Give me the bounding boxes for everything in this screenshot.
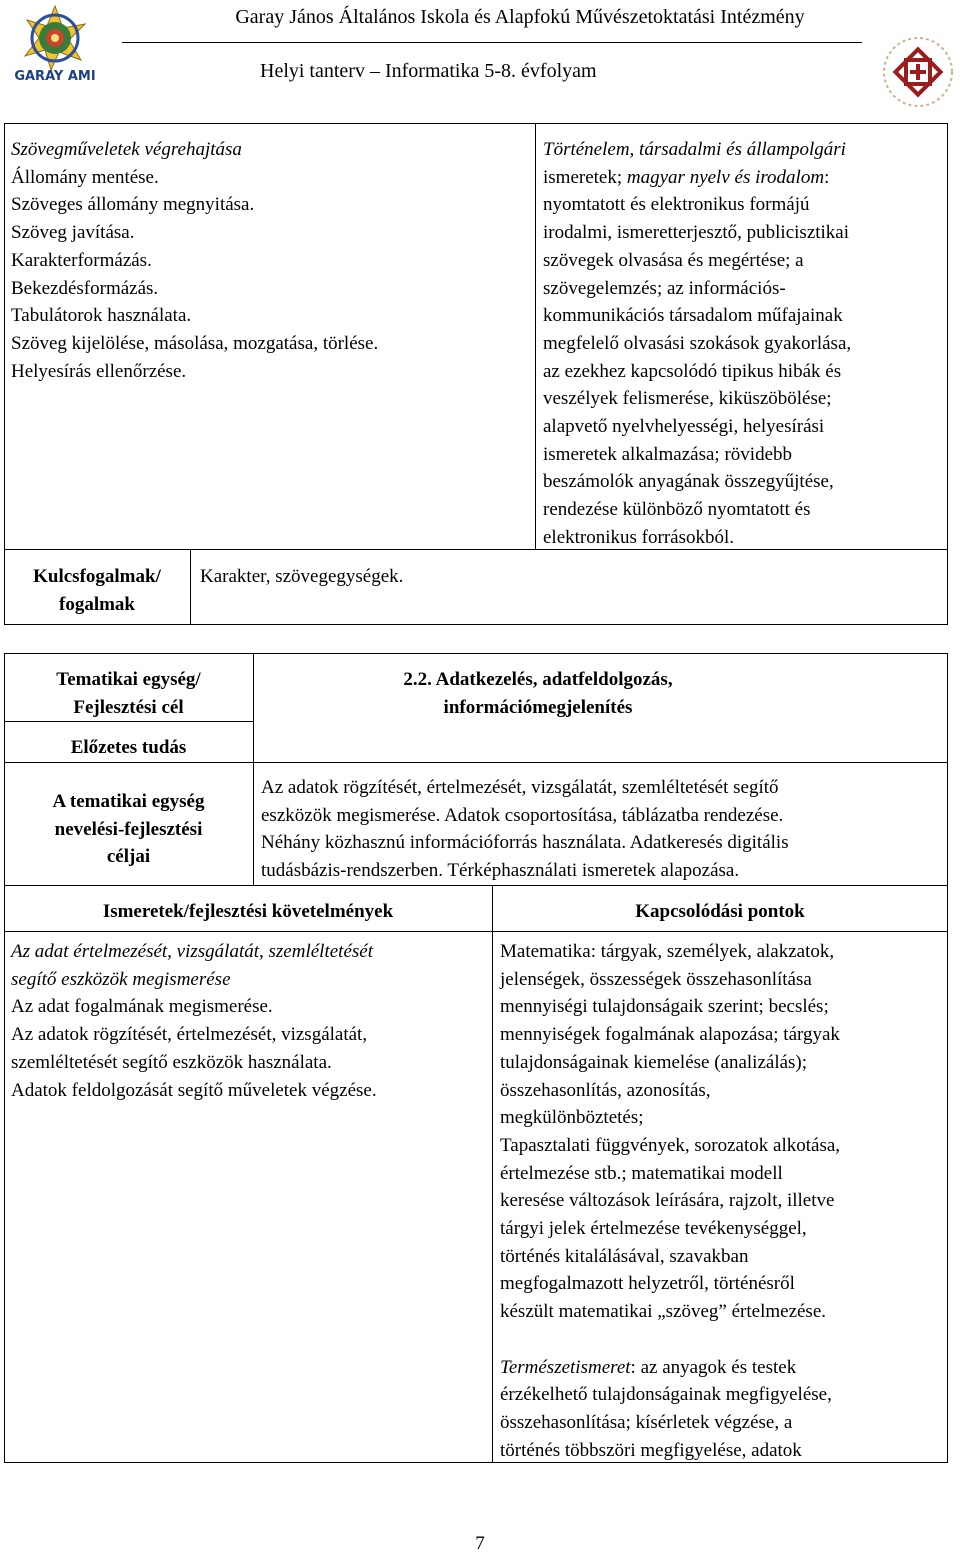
connection-line: szövegelemzés; az információs-: [543, 277, 786, 299]
list-item: Szöveg kijelölése, másolása, mozgatása, törlése.: [11, 332, 379, 354]
connection-line: ismeretek; magyar nyelv és irodalom:: [543, 166, 830, 188]
connection-line: elektronikus forrásokból.: [543, 526, 735, 548]
header-rule: [122, 42, 862, 43]
connection-line: ismeretek alkalmazása; rövidebb: [543, 443, 793, 465]
connection-line: beszámolók anyagának összegyűjtése,: [543, 471, 834, 493]
connection-line: irodalmi, ismeretterjesztő, publicisztikai: [543, 222, 850, 244]
requirements-body: Az adat értelmezését, vizsgálatát, szemléltetését segítő eszközök megismerése Az adat fogalmának megismerése. Az adatok rögzítését, értelmezését, vizsgálatát, szemléltetését segítő eszközök használata. Adatok feldolgozását segítő műveletek végzése.: [11, 941, 377, 1101]
unit-label: Tematikai egység/ Fejlesztési cél: [56, 669, 201, 718]
connection-line: rendezése különböző nyomtatott és: [543, 499, 811, 521]
page-number: 7: [475, 1533, 485, 1554]
connection-line: szövegek olvasása és megértése; a: [543, 249, 804, 271]
key-concepts-label: Kulcsfogalmak/ fogalmak: [33, 566, 161, 615]
list-item: Helyesírás ellenőrzése.: [11, 360, 187, 382]
goals-text: Az adatok rögzítését, értelmezését, vizsgálatát, szemléltetését segítő eszközök megismerése. Adatok csoportosítása, táblázatba rendezése. Néhány közhasznú információforrás használata. Adatkeresés digitális tudásbázis-rendszerben. Térképhasználati ismeretek alapozása.: [261, 777, 789, 882]
unesco-knot-logo: [880, 34, 956, 110]
math-first-line: Matematika: tárgyak, személyek, alakzatok,: [500, 941, 835, 962]
unit-title: 2.2. Adatkezelés, adatfeldolgozás, információmegjelenítés: [403, 669, 673, 718]
connections-column-header: Kapcsolódási pontok: [635, 901, 805, 922]
table-2-row-divider: [4, 931, 948, 932]
math-label: Matematika: [500, 941, 591, 962]
requirements-heading: Szövegműveletek végrehajtása: [11, 139, 242, 160]
goals-label: A tematikai egység nevelési-fejlesztési céljai: [52, 791, 205, 868]
list-item: Karakterformázás.: [11, 249, 152, 271]
key-concepts-value: Karakter, szövegegységek.: [200, 566, 404, 587]
requirements-cell: [11, 136, 378, 385]
table-1-divider: [535, 123, 536, 549]
list-item: Állomány mentése.: [11, 166, 159, 188]
table-2-col-divider: [492, 885, 493, 1463]
table-2-row-divider: [4, 885, 948, 886]
svg-text:GARAY AMI: GARAY AMI: [14, 69, 96, 84]
connection-line: Történelem, társadalmi és állampolgári: [543, 139, 846, 160]
prior-knowledge-label: Előzetes tudás: [70, 737, 187, 758]
document-title: Helyi tanterv – Informatika 5-8. évfolyam: [260, 60, 597, 82]
spacer: [500, 1326, 840, 1354]
connection-line: nyomtatott és elektronikus formájú: [543, 194, 810, 216]
list-item: Bekezdésformázás.: [11, 277, 159, 299]
school-logo: [6, 4, 104, 86]
requirements-column-header: Ismeretek/fejlesztési követelmények: [102, 901, 394, 922]
school-name: Garay János Általános Iskola és Alapfokú Művészetoktatási Intézmény: [235, 6, 805, 28]
connection-line: veszélyek felismerése, kiküszöbölése;: [543, 388, 832, 410]
connection-line: megfelelő olvasási szokások gyakorlása,: [543, 332, 852, 354]
list-item: Szöveg javítása.: [11, 222, 135, 244]
table-2-row-divider: [4, 762, 948, 763]
list-item: Tabulátorok használata.: [11, 305, 192, 327]
table-1-key-divider: [190, 549, 191, 625]
science-label: Természetismeret: [500, 1356, 631, 1378]
connection-line: kommunikációs társadalom műfajainak: [543, 305, 843, 327]
connections-body: Matematika: tárgyak, személyek, alakzatok, jelenségek, összességek összehasonlítása mennyiségi tulajdonságaik szerint; becslés; mennyiségek fogalmának alapozása; tárgyak tulajdonságainak kiemelése (analizálás); összehasonlítás, azonosítás, megkülönböztetés; Tapasztalati függvények, sorozatok alkotása, értelmezése stb.; matematikai modell keresése változások leírására, rajzolt, illetve tárgyi jelek értelmezése tevékenységgel, történés kitalálásával, szavakban megfogalmazott helyzetről, történésről készült matematikai „szöveg” értelmezése. Természetismeret: az anyagok és testek érzékelhető tulajdonságainak megfigyelése, összehasonlítása; kísérletek végzése, a történés többszöri megfigyelése, adatok: [500, 938, 840, 1464]
science-first-line: Természetismeret: az anyagok és testek: [500, 1356, 797, 1378]
connection-line: az ezekhez kapcsolódó tipikus hibák és: [543, 360, 842, 382]
connections-cell: [543, 136, 851, 552]
connection-line: alapvető nyelvhelyességi, helyesírási: [543, 416, 825, 438]
list-item: Szöveges állomány megnyitása.: [11, 194, 255, 216]
